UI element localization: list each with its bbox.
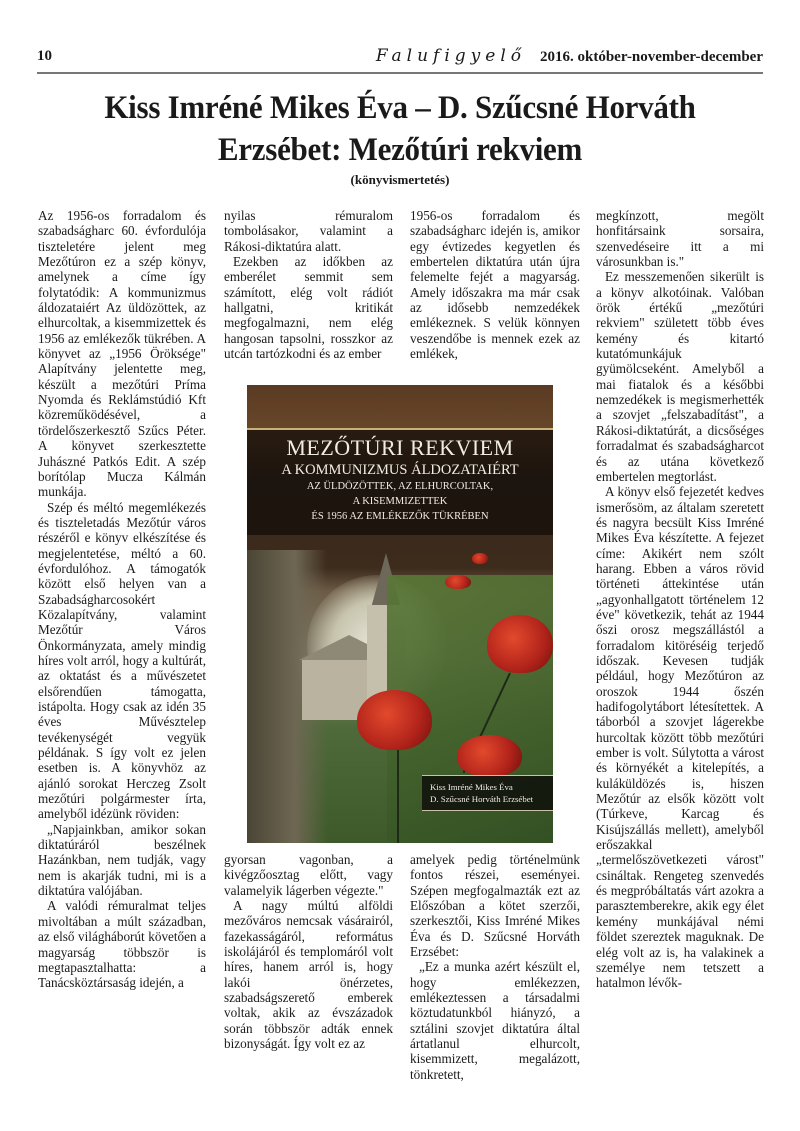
paragraph: A valódi rémuralmat teljes mivoltában a múlt században, az első világháborút követően a magyarság többször is megtapasztalhatta: a Tanácsköztársaság idején, a <box>38 898 206 991</box>
paragraph: Ezekben az időkben az emberélet semmit sem számított, elég volt rádiót hallgatni, kritikát megfogalmazni, nem elég hangosan tapsolni, rosszkor az utcán tartózkodni és az ember <box>224 254 393 362</box>
paragraph: A könyv első fejezetét kedves ismerősöm, az általam szeretett és nagyra becsült Kiss Imréné Mikes Éva készítette. A fejezet címe: Akikért nem szólt harang. Ebben a város rövid történeti áttekintése után „agyonhallgatott történelem 12 éve" következik, tehát az 1944 őszi orosz megszállástól a forradalom kitöréséig terjedő időszak. Kevesen tudják például, hogy Mezőtúron az oroszok 1944 őszén hadifogolytábort létesítettek. A táborból a szovjet lágerekbe hurcoltak között több mezőtúri ember is volt. Súlytotta a várost és környékét a kitelepítés, a kuláküldözés is, hiszen Mezőtúr az elsők között volt (Túrkeve, Karcag és Kisújszállás mellett), amelyből erőszakkal „termelőszövetkezeti várost" csináltak. Rengeteg szenvedés és megpróbáltatás várt azokra a parasztemberekre, akik egy élet kemény munkájával némi földet szereztek maguknak. De elég volt az is, ha valakinek a személye nem tetszett a hatalmon lévők- <box>596 484 764 991</box>
cover-subtitle: A KOMMUNIZMUS ÁLDOZATAIÉRT <box>281 462 519 478</box>
cover-title: MEZŐTÚRI REKVIEM <box>286 435 514 460</box>
cover-subtitle: A KISEMMIZETTEK <box>352 496 448 507</box>
cover-author: Kiss Imréné Mikes Éva <box>430 782 513 792</box>
cover-authors <box>422 775 553 811</box>
masthead <box>376 46 763 66</box>
paragraph: nyilas rémuralom tombolásakor, valamint a Rákosi-diktatúra alatt. <box>224 208 393 254</box>
paragraph: gyorsan vagonban, a kivégzőosztag előtt, vagy valamelyik lágerben végezte." <box>224 852 393 898</box>
header-rule <box>37 72 763 74</box>
article-title <box>43 87 757 171</box>
title-line-2: Erzsébet: Mezőtúri rekviem <box>217 132 583 168</box>
paragraph: Ez messzemenően sikerült is a könyv alkotóinak. Valóban örök értékű „mezőtúri rekviem" született több éves kemény és kitartó kutatómunkájuk gyümölcseként. Amelyből a mai fiatalok és a későbbi nemzedékek is megismerhették a szovjet „felszabadítást", a Rákosi-diktatúrát, a dicsőséges forradalmat és szabadságharcot és az utána következő embertelen megtorlást. <box>596 269 764 484</box>
issue-date: 2016. október-november-december <box>540 49 763 65</box>
cover-author: D. Szűcsné Horváth Erzsébet <box>430 794 534 804</box>
column-3-bottom <box>410 852 580 1082</box>
paragraph: amelyek pedig történelmünk fontos részei, eseményei. Szépen megfogalmazták ezt az Előszóban a kötet szerzői, szerkesztői, Kiss Imréné Mikes Éva és D. Szűcsné Horváth Erzsébet: <box>410 852 580 960</box>
article-subtitle: (könyvismertetés) <box>350 172 450 187</box>
poppy-icon <box>487 615 553 673</box>
column-1 <box>38 208 206 991</box>
publication-name: Falufigyelő <box>375 46 526 66</box>
column-4 <box>596 208 764 991</box>
book-cover-image <box>247 385 553 843</box>
poppy-icon <box>457 735 522 777</box>
cover-subtitle: AZ ÜLDÖZÖTTEK, AZ ELHURCOLTAK, <box>306 481 494 492</box>
title-line-1: Kiss Imréné Mikes Éva – D. Szűcsné Horváth <box>104 90 696 126</box>
paragraph: Szép és méltó megemlékezés és tiszteletadás Mezőtúr város részéről e könyv elkészítése és megjelentetése, méltó a 60. évfordulóhoz. A támogatók között első helyen van a Szabadságharcosokért Közalapítvány, valamint Mezőtúr Város Önkormányzata, amely mindig híres volt arról, hogy a kultúrát, az oktatást és a művészetet elsőrendűen támogatta, istápolta. Hogy csak az idén 35 éves Művésztelep tevékenységét vegyük példának. S így volt ez jelen esetben is. A könyvhöz az ajánló sorokat Herczeg Zsolt mezőtúri polgármester írta, amelyből idézünk röviden: <box>38 499 206 822</box>
paragraph: A nagy múltú alföldi mezőváros nemcsak vásárairól, fazekasságáról, református iskolájáról és templomáról volt híres, hanem arról is, hogy lakói önérzetes, szabadságszerető emberek voltak, akik az évszázadok során többször adták ennek bizonyságát. Így volt ez az <box>224 898 393 1052</box>
paragraph: Az 1956-os forradalom és szabadságharc 60. évfordulója tiszteletére jelent meg Mezőtúron ez a szép könyv, amelynek a címe így folytatódik: A kommunizmus áldozataiért Az üldözöttek, az elhurcoltak, a kisemmizettek és 1956 az emlékezők tükrében. A könyvet az „1956 Öröksége" Alapítvány jelentette meg, készült a mezőtúri Príma Nyomda és Reklámstúdió Kft közreműködésével, a tördelőszerkesztő Szűcs Péter. A könyvet szerkesztette Juhászné Patkós Edit. A szép borítólap Mucza Kálmán munkája. <box>38 208 206 500</box>
column-2-bottom <box>224 852 393 1051</box>
column-2-top <box>224 208 393 361</box>
poppy-icon <box>357 690 432 750</box>
paragraph: megkínzott, megölt honfitársaink sorsaira, szenvedéseire itt a mi városunkban is." <box>596 208 764 270</box>
page-header <box>37 46 763 72</box>
cover-title-block <box>247 435 553 524</box>
paragraph: „Ez a munka azért készült el, hogy emlékezzen, emlékeztessen a társadalmi köztudatunkból hiányzó, a sztálini szovjet diktatúra által ártatlanul elhurcolt, kisemmizett, megalázott, tönkretett, <box>410 959 580 1082</box>
poppy-stem <box>397 750 399 843</box>
column-3-top <box>410 208 580 361</box>
poppy-icon <box>445 575 471 589</box>
poppy-icon <box>472 553 488 564</box>
page-number: 10 <box>37 48 52 64</box>
cover-subtitle: ÉS 1956 AZ EMLÉKEZŐK TÜKRÉBEN <box>311 511 489 522</box>
paragraph: 1956-os forradalom és szabadságharc idején is, amikor egy évtizedes kegyetlen és embertelen diktatúra után újra felemelte fejét a magyarság. Amely időszakra ma már csak az idősebb nemzedékek emlékeznek. S velük könnyen veszendőbe is mennek ezek az emlékek, <box>410 208 580 362</box>
paragraph: „Napjainkban, amikor sokan diktatúráról beszélnek Hazánkban, nem tudják, vagy nem is akarják tudni, mi is a diktatúra valójában. <box>38 821 206 899</box>
